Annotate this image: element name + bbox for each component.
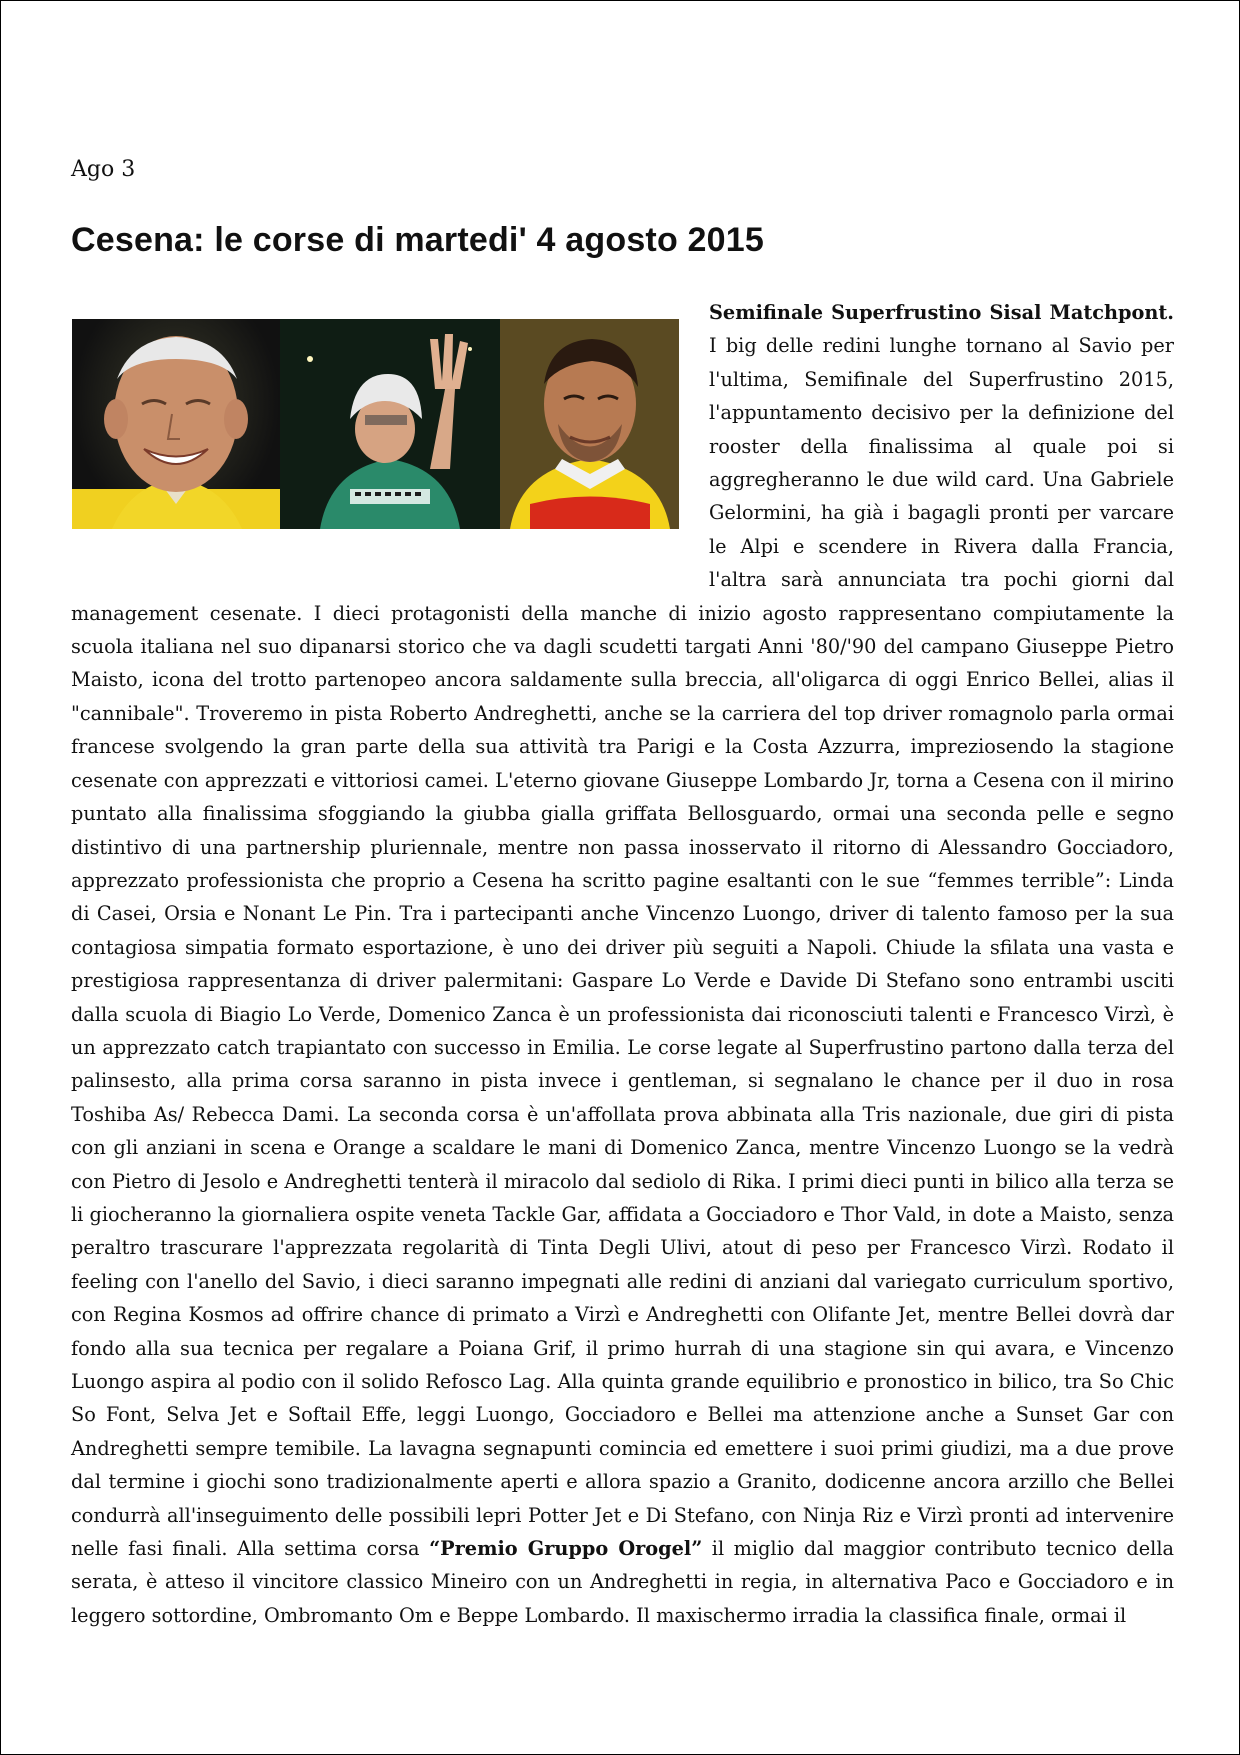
post-title: Cesena: le corse di martedi' 4 agosto 2015	[71, 221, 764, 259]
article-text-part-1: I big delle redini lunghe tornano al Savio per l'ultima, Semifinale del Superfrustino 2015, l'appuntamento decisivo per la definizione del rooster della finalissima al quale poi si aggregheranno le due wild card. Una Gabriele Gelormini, ha già i bagagli pronti per varcare le Alpi e scendere in Rivera dalla Francia, l'altra sarà annunciata tra pochi giorni dal management cesenate. I dieci protagonisti della manche di inizio agosto rappresentano compiutamente la scuola italiana nel suo dipanarsi storico che va dagli scudetti targati Anni '80/'90 del campano Giuseppe Pietro Maisto, icona del trotto partenopeo ancora saldamente sulla breccia, all'oligarca di oggi Enrico Bellei, alias il "cannibale". Troveremo in pista Roberto Andreghetti, anche se la carriera del top driver romagnolo parla ormai francese svolgendo la gran parte della sua attività tra Parigi e la Costa Azzurra, impreziosendo la stagione cesenate con apprezzati e vittoriosi camei. L'eterno giovane Giuseppe Lombardo Jr, torna a Cesena con il mirino puntato alla finalissima sfoggiando la giubba gialla griffata Bellosguardo, ormai una seconda pelle e segno distintivo di una partnership pluriennale, mentre non passa inosservato il ritorno di Alessandro Gocciadoro, apprezzato professionista che proprio a Cesena ha scritto pagine esaltanti con le sue “femmes terrible”: Linda di Casei, Orsia e Nonant Le Pin. Tra i partecipanti anche Vincenzo Luongo, driver di talento famoso per la sua contagiosa simpatia formato esportazione, è uno dei driver più seguiti a Napoli. Chiude la sfilata una vasta e prestigiosa rappresentanza di driver palermitani: Gaspare Lo Verde e Davide Di Stefano sono entrambi usciti dalla scuola di Biagio Lo Verde, Domenico Zanca è un professionista dai riconosciuti talenti e Francesco Virzì, è un apprezzato catch trapiantato con successo in Emilia. Le corse legate al Superfrustino partono dalla terza del palinsesto, alla prima corsa saranno in pista invece i gentleman, si segnalano le chance per il duo in rosa Toshiba As/ Rebecca Dami. La seconda corsa è un'affollata prova abbinata alla Tris nazionale, due giri di pista con gli anziani in scena e Orange a scaldare le mani di Domenico Zanca, mentre Vincenzo Luongo se la vedrà con Pietro di Jesolo e Andreghetti tenterà il miracolo dal sediolo di Rika. I primi dieci punti in bilico alla terza se li giocheranno la giornaliera ospite veneta Tackle Gar, affidata a Gocciadoro e Thor Vald, in dote a Maisto, senza peraltro trascurare l'apprezzata regolarità di Tinta Degli Ulivi, atout di peso per Francesco Virzì. Rodato il feeling con l'anello del Savio, i dieci saranno impegnati alle redini di anziani dal variegato curriculum sportivo, con Regina Kosmos ad offrire chance di primato a Virzì e Andreghetti con Olifante Jet, mentre Bellei dovrà dar fondo alla sua tecnica per regalare a Poiana Grif, il primo hurrah di una stagione sin qui avara, e Vincenzo Luongo aspira al podio con il solido Refosco Lag. Alla quinta grande equilibrio e pronostico in bilico, tra So Chic So Font, Selva Jet e Softail Effe, leggi Luongo, Gocciadoro e Bellei ma attenzione anche a Sunset Gar con Andreghetti sempre temibile. La lavagna segnapunti comincia ed emettere i suoi primi giudizi, ma a due prove dal termine i giochi sono tradizionalmente aperti e allora spazio a Granito, dodicenne ancora arzillo che Bellei condurrà all'inseguimento delle possibili lepri Potter Jet e Di Stefano, con Ninja Riz e Virzì pronti ad intervenire nelle fasi finali. Alla settima corsa	[71, 334, 1174, 1561]
article-body	[71, 296, 1174, 1632]
article-lead: Semifinale Superfrustino Sisal Matchpont.	[709, 301, 1174, 324]
article-text-part-2: il miglio dal maggior contributo tecnico della serata, è atteso il vincitore classico Mineiro con un Andreghetti in regia, in alternativa Paco e Gocciadoro e in leggero sottordine, Ombromanto Om e Beppe Lombardo. Il maxischermo irradia la classifica finale, ormai il	[71, 1537, 1174, 1627]
race-highlight: “Premio Gruppo Orogel”	[429, 1537, 703, 1561]
post-date: Ago 3	[71, 157, 136, 182]
image-wrap-spacer	[71, 296, 709, 588]
